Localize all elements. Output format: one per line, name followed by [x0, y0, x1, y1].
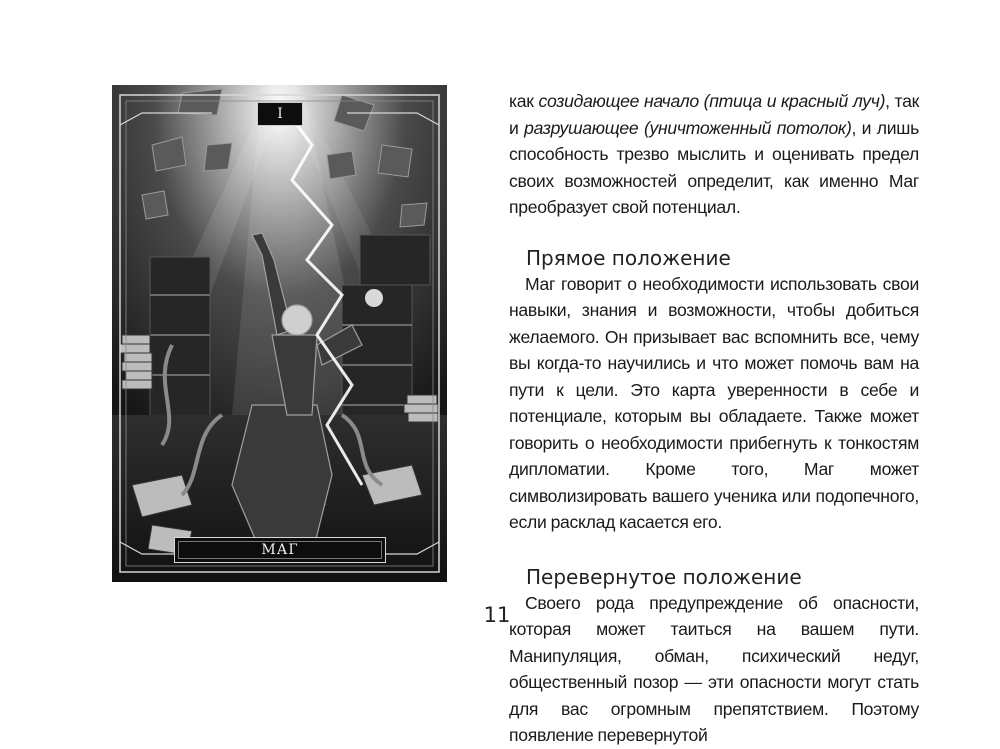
intro-suffix: , и лишь способность трезво мыслить и оценивать предел своих возможностей определит, как именно Маг преобразует свой потенциал. [509, 117, 919, 217]
upright-paragraph: Маг говорит о необходимости использовать свои навыки, знания и возможности, чтобы добиться желаемого. Он призывает вас вспомнить все, чему вы когда-то научились и что может помочь вам на пути к цели. Это карта уверенности в себе и потенциале, которым вы обладаете. Также может говорить о необходимости прибегнуть к тонкостям дипломатии. Кроме того, Маг может символизировать вашего ученика или подопечного, если расклад касается его. [509, 273, 919, 532]
page-number: 11 [483, 603, 511, 627]
magician-illustration [112, 85, 447, 582]
intro-middle: , так и [509, 91, 919, 138]
intro-creative: созидающее начало (птица и красный луч) [538, 91, 886, 111]
reversed-heading: Перевернутое положение [526, 564, 802, 589]
reversed-paragraph: Своего рода предупреждение об опасности, которая может таиться на вашем пути. Манипуляция, обман, психический недуг, общественный позор — эти опасности могут стать для вас огромным препятствием. Поэтому появление перевернутой [509, 592, 919, 745]
card-number: I [257, 102, 303, 126]
intro-paragraph [509, 88, 919, 221]
intro-destructive: разрушающее (уничтоженный потолок) [524, 117, 852, 138]
upright-heading: Прямое положение [526, 245, 731, 270]
tarot-card-magician [112, 85, 447, 582]
card-title: МАГ [174, 537, 386, 563]
text-column [509, 88, 919, 749]
intro-prefix: как [509, 91, 539, 111]
